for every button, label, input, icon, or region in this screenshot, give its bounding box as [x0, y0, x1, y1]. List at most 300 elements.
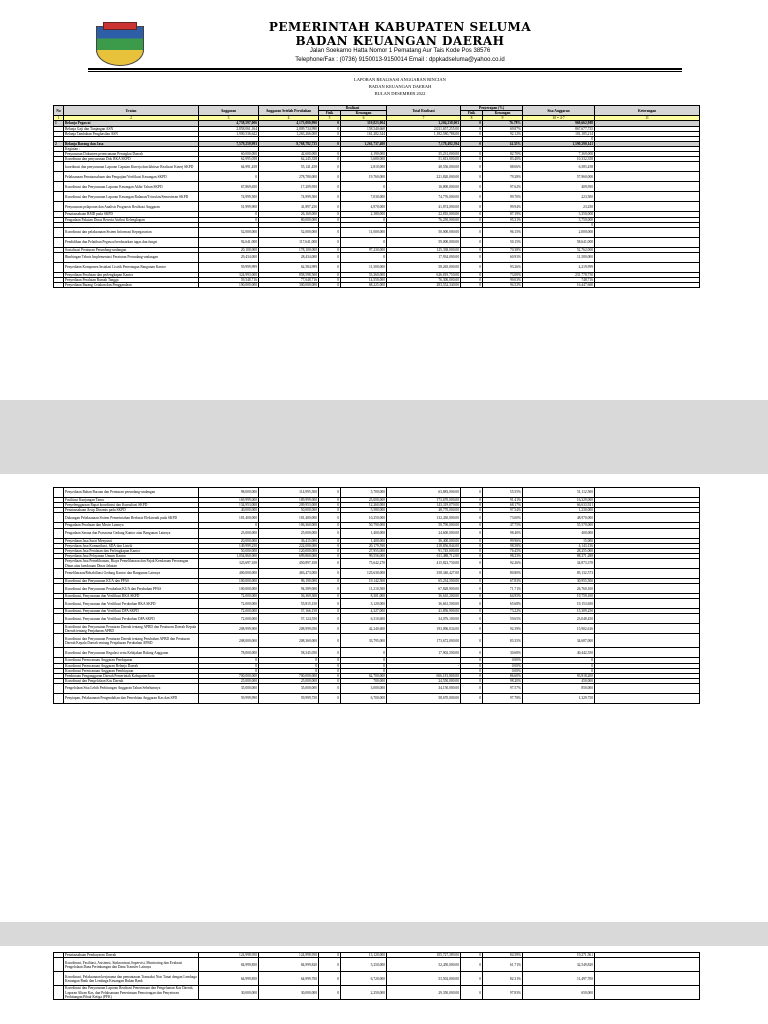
table-cell: 0	[461, 247, 483, 252]
table-cell: Pengadaan Pakaian Dinas Beserta Atribut Kelengkapan	[64, 217, 199, 222]
regency-logo-icon	[96, 26, 144, 66]
table-cell: 19,271,561	[523, 953, 595, 958]
table-cell: Penyediaan Jasa Surat Menyurat	[64, 538, 199, 543]
table-cell: 2,021,657,255.00	[387, 126, 461, 131]
table-cell: 0	[319, 121, 341, 126]
table-cell	[595, 624, 700, 634]
table-cell: 0	[461, 157, 483, 162]
table-cell: 0	[461, 953, 483, 958]
table-cell: Pembinaan Penganggaran Daerah Pemerintah Kabupaten/kota	[64, 673, 199, 678]
table-cell: 19,759,100	[523, 594, 595, 599]
table-row	[54, 684, 700, 694]
table-cell: 400,000	[523, 528, 595, 538]
table-cell: 120,000,000	[259, 548, 319, 553]
table-cell: 36,400,000.00	[387, 538, 461, 543]
table-cell: 0	[461, 172, 483, 182]
table-cell: 0	[319, 543, 341, 548]
column-index-cell: 4	[259, 116, 319, 121]
table-cell: 58,670,000.00	[387, 694, 461, 704]
table-cell: 83.40%	[483, 157, 523, 162]
table-cell	[54, 972, 64, 986]
table-cell: 36,415,000	[259, 538, 319, 543]
table-cell: 2,000,000	[523, 227, 595, 237]
table-cell: 10,332,358	[523, 157, 595, 162]
table-cell: Penatausahaan BMD pada SKPD	[64, 212, 199, 217]
table-cell	[54, 182, 64, 192]
table-cell: 99,556,000	[341, 553, 387, 558]
table-cell	[595, 237, 700, 247]
table-cell: 606,181,800.00	[387, 673, 461, 678]
table-cell: 0	[341, 237, 387, 247]
table-cell: 748,716	[523, 278, 595, 283]
table-cell: 35,231,000.00	[387, 152, 461, 157]
table-cell: 0	[319, 958, 341, 972]
table-cell: 11,500,000	[523, 252, 595, 262]
table-cell: 47.75%	[483, 523, 523, 528]
table-cell: 48,556,000.00	[387, 162, 461, 172]
table-cell	[54, 192, 64, 202]
table-cell: 0	[199, 212, 259, 217]
column-index-cell: 1	[54, 116, 64, 121]
table-cell: Dukungan Pelaksanaan Sistem Pemerintahan Berbasis Elektronik pada SKPD	[64, 513, 199, 523]
table-cell: 0	[199, 217, 259, 222]
table-cell: 0	[319, 192, 341, 202]
table-cell	[54, 162, 64, 172]
table-cell: 61.71%	[483, 958, 523, 972]
table-cell: 84,999,850	[199, 958, 259, 972]
table-cell: 0	[461, 272, 483, 277]
table-cell: 4,173,000,990	[259, 121, 319, 126]
table-cell: 51,112,500	[523, 488, 595, 498]
table-cell: 55,815,150	[259, 599, 319, 609]
table-cell: 0	[461, 584, 483, 594]
table-row	[54, 614, 700, 624]
table-row	[54, 958, 700, 972]
table-cell: 0	[523, 658, 595, 663]
column-index-cell: 5	[319, 116, 341, 121]
table-cell	[595, 182, 700, 192]
table-cell: 0	[199, 668, 259, 673]
col-keterangan: Keterangan	[595, 106, 700, 116]
table-cell: 74,999,500	[259, 192, 319, 202]
table-cell: 0	[461, 498, 483, 503]
table-cell: 70.38%	[483, 247, 523, 252]
table-cell: 17,902,500.00	[387, 648, 461, 658]
table-cell: 2,809,734,990	[259, 126, 319, 131]
table-cell	[595, 202, 700, 212]
table-cell: 11,000,000	[341, 227, 387, 237]
table-cell: 0	[461, 278, 483, 283]
budget-table-page-2	[53, 487, 700, 704]
table-cell: 0	[461, 684, 483, 694]
table-cell: 65.68%	[483, 599, 523, 609]
table-cell: 11,210,500	[341, 584, 387, 594]
table-cell: 0	[461, 212, 483, 217]
table-cell: 14.35%	[483, 141, 523, 146]
table-cell: Koordinasi, Penyusunan dan Verifikasi DPA SKPD	[64, 609, 199, 614]
table-cell: 0	[461, 538, 483, 543]
table-cell: 93.26%	[483, 262, 523, 272]
table-cell: Penatausahaan Pembayaran Daerah	[64, 953, 199, 958]
table-cell: 97.62%	[483, 182, 523, 192]
letterhead-rule-thin	[88, 71, 682, 72]
table-cell: 34,873,378	[523, 559, 595, 569]
table-cell: 24,600,000.00	[387, 528, 461, 538]
table-cell: 0	[461, 192, 483, 202]
table-cell: 3,000,000	[341, 684, 387, 694]
table-cell: 0	[523, 668, 595, 673]
table-cell	[595, 634, 700, 648]
table-cell: 28,255,000	[523, 548, 595, 553]
table-cell: 15,902,616	[523, 624, 595, 634]
letterhead-contact: Telephone/Fax : (0736) 9150013-9150014 Email : dppkadseluma@yahoo.co.id	[295, 57, 505, 63]
table-cell	[54, 488, 64, 498]
table-cell	[54, 614, 64, 624]
col-anggaran: Anggaran	[199, 106, 259, 116]
table-cell: 83.35%	[483, 634, 523, 648]
table-cell: 181,400,000	[259, 513, 319, 523]
column-index-cell: 2	[64, 116, 199, 121]
table-cell: Penyediaan Jasa Komunikasi, SDA dan Listrik	[64, 543, 199, 548]
table-cell: 41,897,250	[259, 202, 319, 212]
table-cell	[595, 172, 700, 182]
table-cell: Koordinasi, Penyusunan dan Verifikasi RKA SKPD	[64, 594, 199, 599]
table-cell: 0	[319, 498, 341, 503]
table-cell: 53,360,000	[341, 272, 387, 277]
table-cell: 218,856,844.00	[387, 543, 461, 548]
table-cell: 101,185,214	[523, 131, 595, 136]
table-cell: 16,329,000	[523, 498, 595, 503]
table-cell: 16,800,000.00	[387, 182, 461, 192]
table-cell: 0	[461, 217, 483, 222]
table-cell: 64,999,850	[199, 972, 259, 986]
table-cell	[595, 684, 700, 694]
table-cell: 67.83%	[483, 579, 523, 584]
table-cell: 65,234,500.00	[387, 579, 461, 584]
table-cell: 0	[341, 252, 387, 262]
table-row	[54, 262, 700, 272]
table-cell: 72,000,000	[199, 609, 259, 614]
table-cell: 700,000,000	[259, 673, 319, 678]
table-cell: koordinasi dan penyusunan Laporan Capaian Kinerja dan ikhtisar Realisasi Kinerj SKPD	[64, 162, 199, 172]
table-cell: 86.60%	[483, 673, 523, 678]
table-cell: 143,319,079.00	[387, 503, 461, 508]
table-cell: 20,100,000	[199, 247, 259, 252]
table-cell: 4,758,597,006	[199, 121, 259, 126]
table-cell: 50,000,000	[199, 548, 259, 553]
table-cell: 0	[319, 678, 341, 683]
table-cell	[595, 283, 700, 288]
table-cell: 4,143,156	[523, 543, 595, 548]
table-cell: 3,750,000	[523, 217, 595, 222]
table-cell: 60.93%	[483, 252, 523, 262]
table-cell: Belanja Gaji dan Tunjangan ASN	[64, 126, 199, 131]
table-cell: 0	[319, 157, 341, 162]
table-cell: 0	[461, 673, 483, 678]
table-cell: 283,552,340.00	[387, 283, 461, 288]
table-cell: 0	[319, 283, 341, 288]
table-cell: 4,327,000	[341, 609, 387, 614]
table-cell: 0	[259, 663, 319, 668]
table-cell: 91.41%	[483, 498, 523, 503]
table-cell: 11,500,000	[341, 262, 387, 272]
table-row	[54, 528, 700, 538]
table-cell: 2,810,000	[341, 162, 387, 172]
column-index-cell: 3	[199, 116, 259, 121]
table-cell: 325,697,108	[199, 559, 259, 569]
table-cell: 125,338,000.00	[387, 247, 461, 252]
table-cell: Penyelenggaraan Rapat koordinasi dan Konsultasi SKPD	[64, 503, 199, 508]
table-row	[54, 227, 700, 237]
table-cell	[54, 584, 64, 594]
table-cell: 76,250,000.00	[387, 217, 461, 222]
table-cell: 48,970,000	[523, 513, 595, 523]
table-cell: 59,548,716	[199, 278, 259, 283]
table-cell: 40,442,550	[523, 648, 595, 658]
table-cell	[595, 648, 700, 658]
table-cell: 0	[319, 523, 341, 528]
table-cell: 26,160,000	[259, 212, 319, 217]
table-cell: 0	[319, 217, 341, 222]
table-cell: 173,670,000.00	[387, 498, 461, 503]
table-cell: 158,540,660	[341, 126, 387, 131]
table-cell: 0	[319, 126, 341, 131]
table-cell: 76.45%	[483, 548, 523, 553]
table-cell: Koordinasi dan Pengelolaan Kas Daerah	[64, 678, 199, 683]
table-cell: 134,953,000	[199, 503, 259, 508]
table-cell: 0	[199, 663, 259, 668]
table-cell: 223,500	[523, 192, 595, 202]
table-cell: 867,677,735	[523, 126, 595, 131]
table-cell: 58,265,000.00	[387, 262, 461, 272]
table-cell: 7,178,492,594	[387, 141, 461, 146]
table-cell: 0	[461, 579, 483, 584]
table-cell: 0	[319, 624, 341, 634]
table-cell	[54, 528, 64, 538]
table-cell	[595, 559, 700, 569]
table-cell: 88,371,288	[523, 553, 595, 558]
table-cell: Koordinasi dan Penyusunan KUA dan PPAS	[64, 579, 199, 584]
table-cell: 0	[319, 658, 341, 663]
table-cell: Koordinasi Perencanaan Anggaran Pembiayaan	[64, 668, 199, 673]
table-cell	[54, 958, 64, 972]
table-cell: 2,250,000	[341, 986, 387, 1000]
table-cell: 19,760,000	[341, 172, 387, 182]
table-row	[54, 252, 700, 262]
table-cell: 149,999,250	[199, 543, 259, 548]
table-cell	[595, 599, 700, 609]
table-cell: 0	[461, 548, 483, 553]
table-cell: 97,230,000	[341, 247, 387, 252]
table-cell: 28,434,000	[259, 252, 319, 262]
table-cell: 62,245,358	[259, 157, 319, 162]
table-cell: 0	[319, 684, 341, 694]
table-cell: 0	[461, 609, 483, 614]
table-cell: 0	[461, 648, 483, 658]
table-cell: 0	[319, 252, 341, 262]
table-cell: 319,823,004	[341, 121, 387, 126]
table-cell: 0	[461, 678, 483, 683]
table-cell: 1,400,000	[341, 538, 387, 543]
table-cell: 19,142,500	[341, 579, 387, 584]
table-cell: 0	[461, 126, 483, 131]
table-cell: 13,120,000	[341, 953, 387, 958]
table-cell: 415,823,730.00	[387, 559, 461, 569]
table-cell: 25,000,000	[199, 678, 259, 683]
table-cell: 55,570,000	[523, 523, 595, 528]
table-cell: 63,883,000.00	[387, 488, 461, 498]
table-cell: 117,641,000	[259, 237, 319, 247]
table-cell: 0	[319, 152, 341, 157]
table-cell: Koordinasi, Pelaksanaan kerjasama dan pemantauan Transaksi Non Tunai dengan Lembaga Keuangan Bank dan Lembaga Keuangan Bukan Bank	[64, 972, 199, 986]
table-cell: 30.68%	[483, 648, 523, 658]
table-cell: 35,000,000	[259, 684, 319, 694]
table-cell: 42,240,600	[341, 624, 387, 634]
table-cell: 5,580,000	[341, 508, 387, 513]
table-cell	[595, 694, 700, 704]
table-cell: 0	[341, 217, 387, 222]
table-cell: 0	[319, 141, 341, 146]
table-cell: 77,048,716	[259, 278, 319, 283]
table-cell: Belanja Tambahan Penghasilan ASN	[64, 131, 199, 136]
table-cell: Koordinasi, Fasilitasi, Asistensi, Sinkronisasi,Supervisi, Monitoring dan Evaluasi Pengelolaan Dana Perimbangan dan Dana Transfer Lainnya	[64, 958, 199, 972]
table-cell: 0	[461, 523, 483, 528]
table-cell: 611,488,712.00	[387, 553, 461, 558]
table-cell: 2,180,000	[341, 212, 387, 217]
table-row	[54, 192, 700, 202]
table-cell: 50,790,000	[341, 523, 387, 528]
table-cell: 60,000,000	[199, 152, 259, 157]
table-cell: 29,350,000.00	[387, 986, 461, 1000]
table-cell: Penyediaan Jasa Peralatan dan Perlengkapan Kantor	[64, 548, 199, 553]
table-cell: 1,590,290,141	[523, 141, 595, 146]
table-cell: 0	[319, 553, 341, 558]
table-cell: 0	[259, 658, 319, 663]
table-cell: 208,999,050	[259, 624, 319, 634]
table-cell: 34,150,000.00	[387, 684, 461, 694]
table-cell: 25,000,000	[199, 528, 259, 538]
table-cell: 221,820,000.00	[387, 172, 461, 182]
table-cell: 0	[341, 648, 387, 658]
table-cell: 91,745,000.00	[387, 548, 461, 553]
column-index-cell: 11	[595, 116, 700, 121]
table-cell: Penyediaan Barang Cetakan dan Penggandaan	[64, 283, 199, 288]
table-cell: 0	[319, 182, 341, 192]
table-cell: 278,780,000	[259, 172, 319, 182]
table-cell	[54, 569, 64, 579]
table-cell: 0	[523, 663, 595, 668]
table-cell	[595, 262, 700, 272]
table-row	[54, 162, 700, 172]
table-cell: 208,999,900	[199, 624, 259, 634]
table-cell: 97.78%	[483, 694, 523, 704]
table-cell: 222,000,000	[259, 543, 319, 548]
col-total-realisasi: Total Realisasi	[387, 106, 461, 116]
table-cell: 27,955,000	[341, 548, 387, 553]
table-cell: 0	[319, 278, 341, 283]
table-cell: Koordinasi dan Penyusunan Perubahan KUA dan Perubahan PPAS	[64, 584, 199, 594]
table-cell: 0	[199, 658, 259, 663]
table-cell: 0	[461, 121, 483, 126]
table-cell: 62,995,058	[199, 157, 259, 162]
table-cell	[54, 262, 64, 272]
table-cell	[54, 283, 64, 288]
col-no: No	[54, 106, 64, 116]
table-cell: 87.19%	[483, 212, 523, 217]
table-cell: Belanja Barang dan Jasa	[64, 141, 199, 146]
table-cell: 0	[319, 528, 341, 538]
table-cell: 124,998,950	[199, 953, 259, 958]
table-cell: 0	[461, 283, 483, 288]
table-cell: 0	[199, 172, 259, 182]
table-cell: 0	[319, 508, 341, 513]
table-cell: 96.15%	[483, 227, 523, 237]
table-cell: 98,000,000	[199, 488, 259, 498]
table-cell: 55.55%	[483, 488, 523, 498]
table-cell: 700,000,000	[199, 673, 259, 678]
table-cell: 0	[461, 594, 483, 599]
table-cell: Pelaksanaan Penatausahaan dan Pengujian/Verifikasi Keuangan SKPD	[64, 172, 199, 182]
table-cell	[54, 634, 64, 648]
table-cell: 0	[319, 488, 341, 498]
table-row	[54, 694, 700, 704]
table-cell: 25,000,000	[259, 528, 319, 538]
table-cell: 0	[461, 503, 483, 508]
table-cell: 450,000	[523, 678, 595, 683]
table-cell: 58,345,050	[259, 648, 319, 658]
table-cell: 0	[319, 673, 341, 678]
table-cell: 100,000,000	[199, 283, 259, 288]
table-row	[54, 559, 700, 569]
table-cell: 23,048,450	[523, 614, 595, 624]
table-cell: 82.70%	[483, 152, 523, 157]
table-cell: 324,993,000	[199, 272, 259, 277]
table-cell: 72,000,000	[199, 599, 259, 609]
table-cell: 1,261,737,400	[341, 141, 387, 146]
table-cell: 15,309,250	[523, 609, 595, 614]
table-cell	[595, 513, 700, 523]
table-cell: Bimbingan Teknis Implementasi Peraturan Perundang-undangan	[64, 252, 199, 262]
table-cell: 626,819,750.00	[387, 272, 461, 277]
column-index-cell: 6	[341, 116, 387, 121]
table-cell: 98.23%	[483, 553, 523, 558]
table-cell: Pengadaan Peralatan dan Mesin Lainnya	[64, 523, 199, 528]
table-cell: 181,400,000	[199, 513, 259, 523]
table-cell: 64,991,458	[199, 162, 259, 172]
table-cell: 66,633,921	[523, 503, 595, 508]
table-cell: Penyediaan Komponen Instalasi Listrik Penerangan Bangunan Kantor	[64, 262, 199, 272]
table-cell: 209,953,000	[259, 503, 319, 508]
table-cell	[54, 252, 64, 262]
table-cell: 0	[461, 599, 483, 609]
table-cell: 0	[461, 634, 483, 648]
table-cell: 1	[54, 121, 64, 126]
table-cell: 1,900,536,642	[199, 131, 259, 136]
table-cell	[54, 513, 64, 523]
table-cell: 0	[319, 503, 341, 508]
table-cell: 93,818,200	[523, 673, 595, 678]
table-cell: 10,250,000	[341, 513, 387, 523]
table-cell: Penyiapan, Pelaksanaan Pengendalian dan Penerbitan Anggaran Kas dan SPD	[64, 694, 199, 704]
table-cell: 12,260,000	[341, 503, 387, 508]
table-cell	[54, 227, 64, 237]
table-row	[54, 624, 700, 634]
table-cell: 78,000,000	[199, 648, 259, 658]
col-penyerapan: Penyerapan (%)	[461, 106, 523, 111]
table-cell: 68,225,000	[341, 283, 387, 288]
table-cell: 80.80%	[483, 569, 523, 579]
table-cell: 0	[319, 262, 341, 272]
